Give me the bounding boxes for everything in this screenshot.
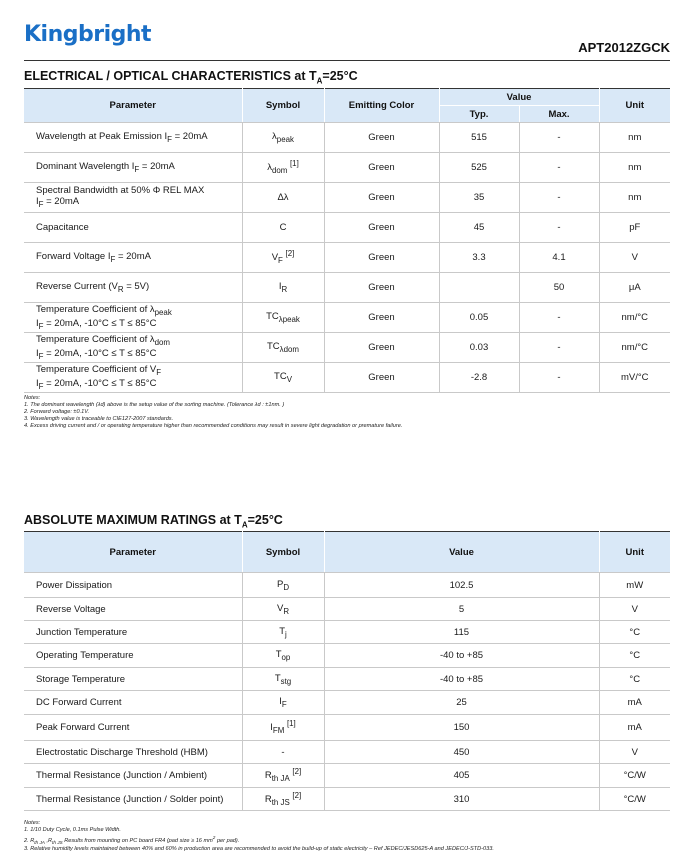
amr-header-parameter: Parameter xyxy=(24,532,242,573)
note-line: 1. 1/10 Duty Cycle, 0.1ms Pulse Width. xyxy=(24,827,121,833)
amr-value: 150 xyxy=(324,715,599,741)
eo-emitting-color: Green xyxy=(324,183,439,213)
amr-symbol: $I_{FM}$ [1] xyxy=(242,715,324,741)
table-row xyxy=(24,153,670,183)
table-row xyxy=(24,213,670,243)
note-line: 3. Wavelength value is traceable to CIE127-2007 standards. xyxy=(24,416,174,422)
eo-symbol: Δλ xyxy=(242,183,324,213)
amr-unit: mW xyxy=(599,573,670,598)
eo-header-emitting-color: Emitting Color xyxy=(324,89,439,123)
eo-max-value: - xyxy=(519,333,599,363)
eo-max-value: 4.1 xyxy=(519,243,599,273)
eo-unit: μA xyxy=(599,273,670,303)
note-line: 2. $R_{th JA}$ $,R_{th JS}$ Results from mounting on PC board FR4 (pad size ≥ 16 $mm^2$ per pad). xyxy=(24,835,240,845)
eo-parameter: Forward Voltage $I_F = 20mA$ xyxy=(24,243,242,273)
note-line: Notes: xyxy=(24,395,41,401)
eo-header-typ: Typ. xyxy=(439,106,519,123)
table-row xyxy=(24,621,670,644)
eo-symbol: $\lambda_{peak}$ xyxy=(242,123,324,153)
eo-unit: nm xyxy=(599,183,670,213)
amr-symbol: $T_j$ xyxy=(242,621,324,644)
amr-symbol: $V_R$ xyxy=(242,598,324,621)
amr-symbol: $T_{stg}$ xyxy=(242,668,324,691)
amr-symbol: $T_{op}$ xyxy=(242,644,324,668)
table-row xyxy=(24,715,670,741)
eo-parameter: Dominant Wavelength $I_F = 20mA$ xyxy=(24,153,242,183)
eo-symbol: $I_R$ xyxy=(242,273,324,303)
table-row xyxy=(24,273,670,303)
eo-unit: pF xyxy=(599,213,670,243)
eo-header-symbol: Symbol xyxy=(242,89,324,123)
eo-max-value: - xyxy=(519,363,599,393)
eo-emitting-color: Green xyxy=(324,153,439,183)
eo-parameter: Temperature Coefficient of $V_F$ $I_F = 20mA$, -10°C ≤ T ≤ 85°C xyxy=(24,363,242,393)
eo-typ-value: 3.3 xyxy=(439,243,519,273)
amr-value: 25 xyxy=(324,691,599,715)
table-row xyxy=(24,123,670,153)
amr-parameter: Reverse Voltage xyxy=(24,598,242,621)
amr-symbol: - xyxy=(242,741,324,764)
eo-emitting-color: Green xyxy=(324,243,439,273)
amr-value: -40 to +85 xyxy=(324,644,599,668)
eo-section-title: ELECTRICAL / OPTICAL CHARACTERISTICS at $T_A=25^\circ C$ xyxy=(24,69,358,86)
eo-unit: nm/°C xyxy=(599,333,670,363)
table-row xyxy=(24,598,670,621)
eo-unit: nm xyxy=(599,123,670,153)
eo-typ-value: -2.8 xyxy=(439,363,519,393)
amr-header-symbol: Symbol xyxy=(242,532,324,573)
note-line: 3. Relative humidity levels maintained between 40% and 60% in production area are recommended to avoid the build-up of static electricity – Ref JEDEC/JESD625-A and JEDEC/J-STD-033. xyxy=(24,845,494,852)
note-line: Notes: xyxy=(24,820,41,826)
eo-notes xyxy=(24,395,402,430)
eo-emitting-color: Green xyxy=(324,333,439,363)
amr-parameter: Operating Temperature xyxy=(24,644,242,668)
amr-symbol: $R_{th JA}$ [2] xyxy=(242,764,324,788)
eo-unit: nm/°C xyxy=(599,303,670,333)
header-rule xyxy=(24,60,670,61)
amr-parameter: Power Dissipation xyxy=(24,573,242,598)
eo-table xyxy=(24,88,670,393)
amr-unit: °C/W xyxy=(599,764,670,788)
eo-symbol: C xyxy=(242,213,324,243)
amr-value: 405 xyxy=(324,764,599,788)
table-row xyxy=(24,573,670,598)
amr-header-unit: Unit xyxy=(599,532,670,573)
amr-parameter: Storage Temperature xyxy=(24,668,242,691)
amr-parameter: Electrostatic Discharge Threshold (HBM) xyxy=(24,741,242,764)
table-row xyxy=(24,243,670,273)
amr-unit: °C/W xyxy=(599,788,670,811)
eo-max-value: - xyxy=(519,213,599,243)
amr-parameter: Peak Forward Current xyxy=(24,715,242,741)
part-number: APT2012ZGCK xyxy=(578,40,670,55)
eo-max-value: - xyxy=(519,153,599,183)
amr-value: -40 to +85 xyxy=(324,668,599,691)
eo-parameter: Capacitance xyxy=(24,213,242,243)
eo-typ-value: 45 xyxy=(439,213,519,243)
amr-unit: V xyxy=(599,741,670,764)
eo-max-value: - xyxy=(519,183,599,213)
amr-symbol: $R_{th JS}$ [2] xyxy=(242,788,324,811)
amr-value: 115 xyxy=(324,621,599,644)
amr-unit: mA xyxy=(599,715,670,741)
eo-parameter: Wavelength at Peak Emission $I_F = 20mA$ xyxy=(24,123,242,153)
note-line: 2. Forward voltage: ±0.1V. xyxy=(24,409,90,415)
table-row xyxy=(24,788,670,811)
amr-unit: °C xyxy=(599,621,670,644)
table-row xyxy=(24,644,670,668)
amr-symbol: $P_D$ xyxy=(242,573,324,598)
amr-unit: °C xyxy=(599,668,670,691)
amr-value: 102.5 xyxy=(324,573,599,598)
eo-unit: mV/°C xyxy=(599,363,670,393)
amr-symbol: $I_F$ xyxy=(242,691,324,715)
eo-header-parameter: Parameter xyxy=(24,89,242,123)
note-line: 4. Excess driving current and / or operating temperature higher than recommended conditions may result in severe light degradation or premature failure. xyxy=(24,423,403,429)
eo-header-unit: Unit xyxy=(599,89,670,123)
table-row xyxy=(24,303,670,333)
eo-typ-value: 515 xyxy=(439,123,519,153)
table-row xyxy=(24,363,670,393)
eo-parameter: Temperature Coefficient of $\lambda_{dom}$ $I_F = 20mA$, -10°C ≤ T ≤ 85°C xyxy=(24,333,242,363)
eo-symbol: $V_F$ [2] xyxy=(242,243,324,273)
table-row xyxy=(24,764,670,788)
eo-emitting-color: Green xyxy=(324,273,439,303)
eo-header-value: Value xyxy=(439,89,599,106)
note-line: 1. The dominant wavelength (λd) above is the setup value of the sorting machine. (Tolerance λd : ±1nm. ) xyxy=(24,402,285,408)
table-row xyxy=(24,333,670,363)
eo-unit: nm xyxy=(599,153,670,183)
amr-unit: mA xyxy=(599,691,670,715)
eo-parameter: Reverse Current $(V_R = 5V)$ xyxy=(24,273,242,303)
eo-max-value: - xyxy=(519,303,599,333)
eo-emitting-color: Green xyxy=(324,213,439,243)
table-row xyxy=(24,183,670,213)
eo-emitting-color: Green xyxy=(324,303,439,333)
eo-emitting-color: Green xyxy=(324,123,439,153)
eo-max-value: 50 xyxy=(519,273,599,303)
eo-typ-value: 35 xyxy=(439,183,519,213)
eo-typ-value: 0.05 xyxy=(439,303,519,333)
amr-header-value: Value xyxy=(324,532,599,573)
eo-symbol: $TC_{\lambda peak}$ xyxy=(242,303,324,333)
eo-typ-value: 0.03 xyxy=(439,333,519,363)
amr-parameter: Thermal Resistance (Junction / Solder point) xyxy=(24,788,242,811)
amr-unit: °C xyxy=(599,644,670,668)
eo-unit: V xyxy=(599,243,670,273)
eo-typ-value: 525 xyxy=(439,153,519,183)
eo-max-value: - xyxy=(519,123,599,153)
amr-value: 5 xyxy=(324,598,599,621)
amr-value: 450 xyxy=(324,741,599,764)
amr-table xyxy=(24,531,670,811)
amr-value: 310 xyxy=(324,788,599,811)
table-row xyxy=(24,691,670,715)
eo-emitting-color: Green xyxy=(324,363,439,393)
table-row xyxy=(24,668,670,691)
eo-parameter: Spectral Bandwidth at 50% Φ REL MAX $I_F = 20mA$ xyxy=(24,183,242,213)
eo-symbol: $\lambda_{dom}$ [1] xyxy=(242,153,324,183)
amr-parameter: Thermal Resistance (Junction / Ambient) xyxy=(24,764,242,788)
eo-symbol: $TC_V$ xyxy=(242,363,324,393)
amr-parameter: DC Forward Current xyxy=(24,691,242,715)
amr-parameter: Junction Temperature xyxy=(24,621,242,644)
table-row xyxy=(24,741,670,764)
kingbright-logo: Kingbright xyxy=(24,22,152,47)
amr-section-title: ABSOLUTE MAXIMUM RATINGS at $T_A=25^\circ C$ xyxy=(24,513,283,530)
eo-symbol: $TC_{\lambda dom}$ xyxy=(242,333,324,363)
eo-parameter: Temperature Coefficient of $\lambda_{peak}$ $I_F = 20mA$, -10°C ≤ T ≤ 85°C xyxy=(24,303,242,333)
eo-typ-value xyxy=(439,273,519,303)
amr-notes xyxy=(24,820,494,853)
eo-header-max: Max. xyxy=(519,106,599,123)
amr-unit: V xyxy=(599,598,670,621)
